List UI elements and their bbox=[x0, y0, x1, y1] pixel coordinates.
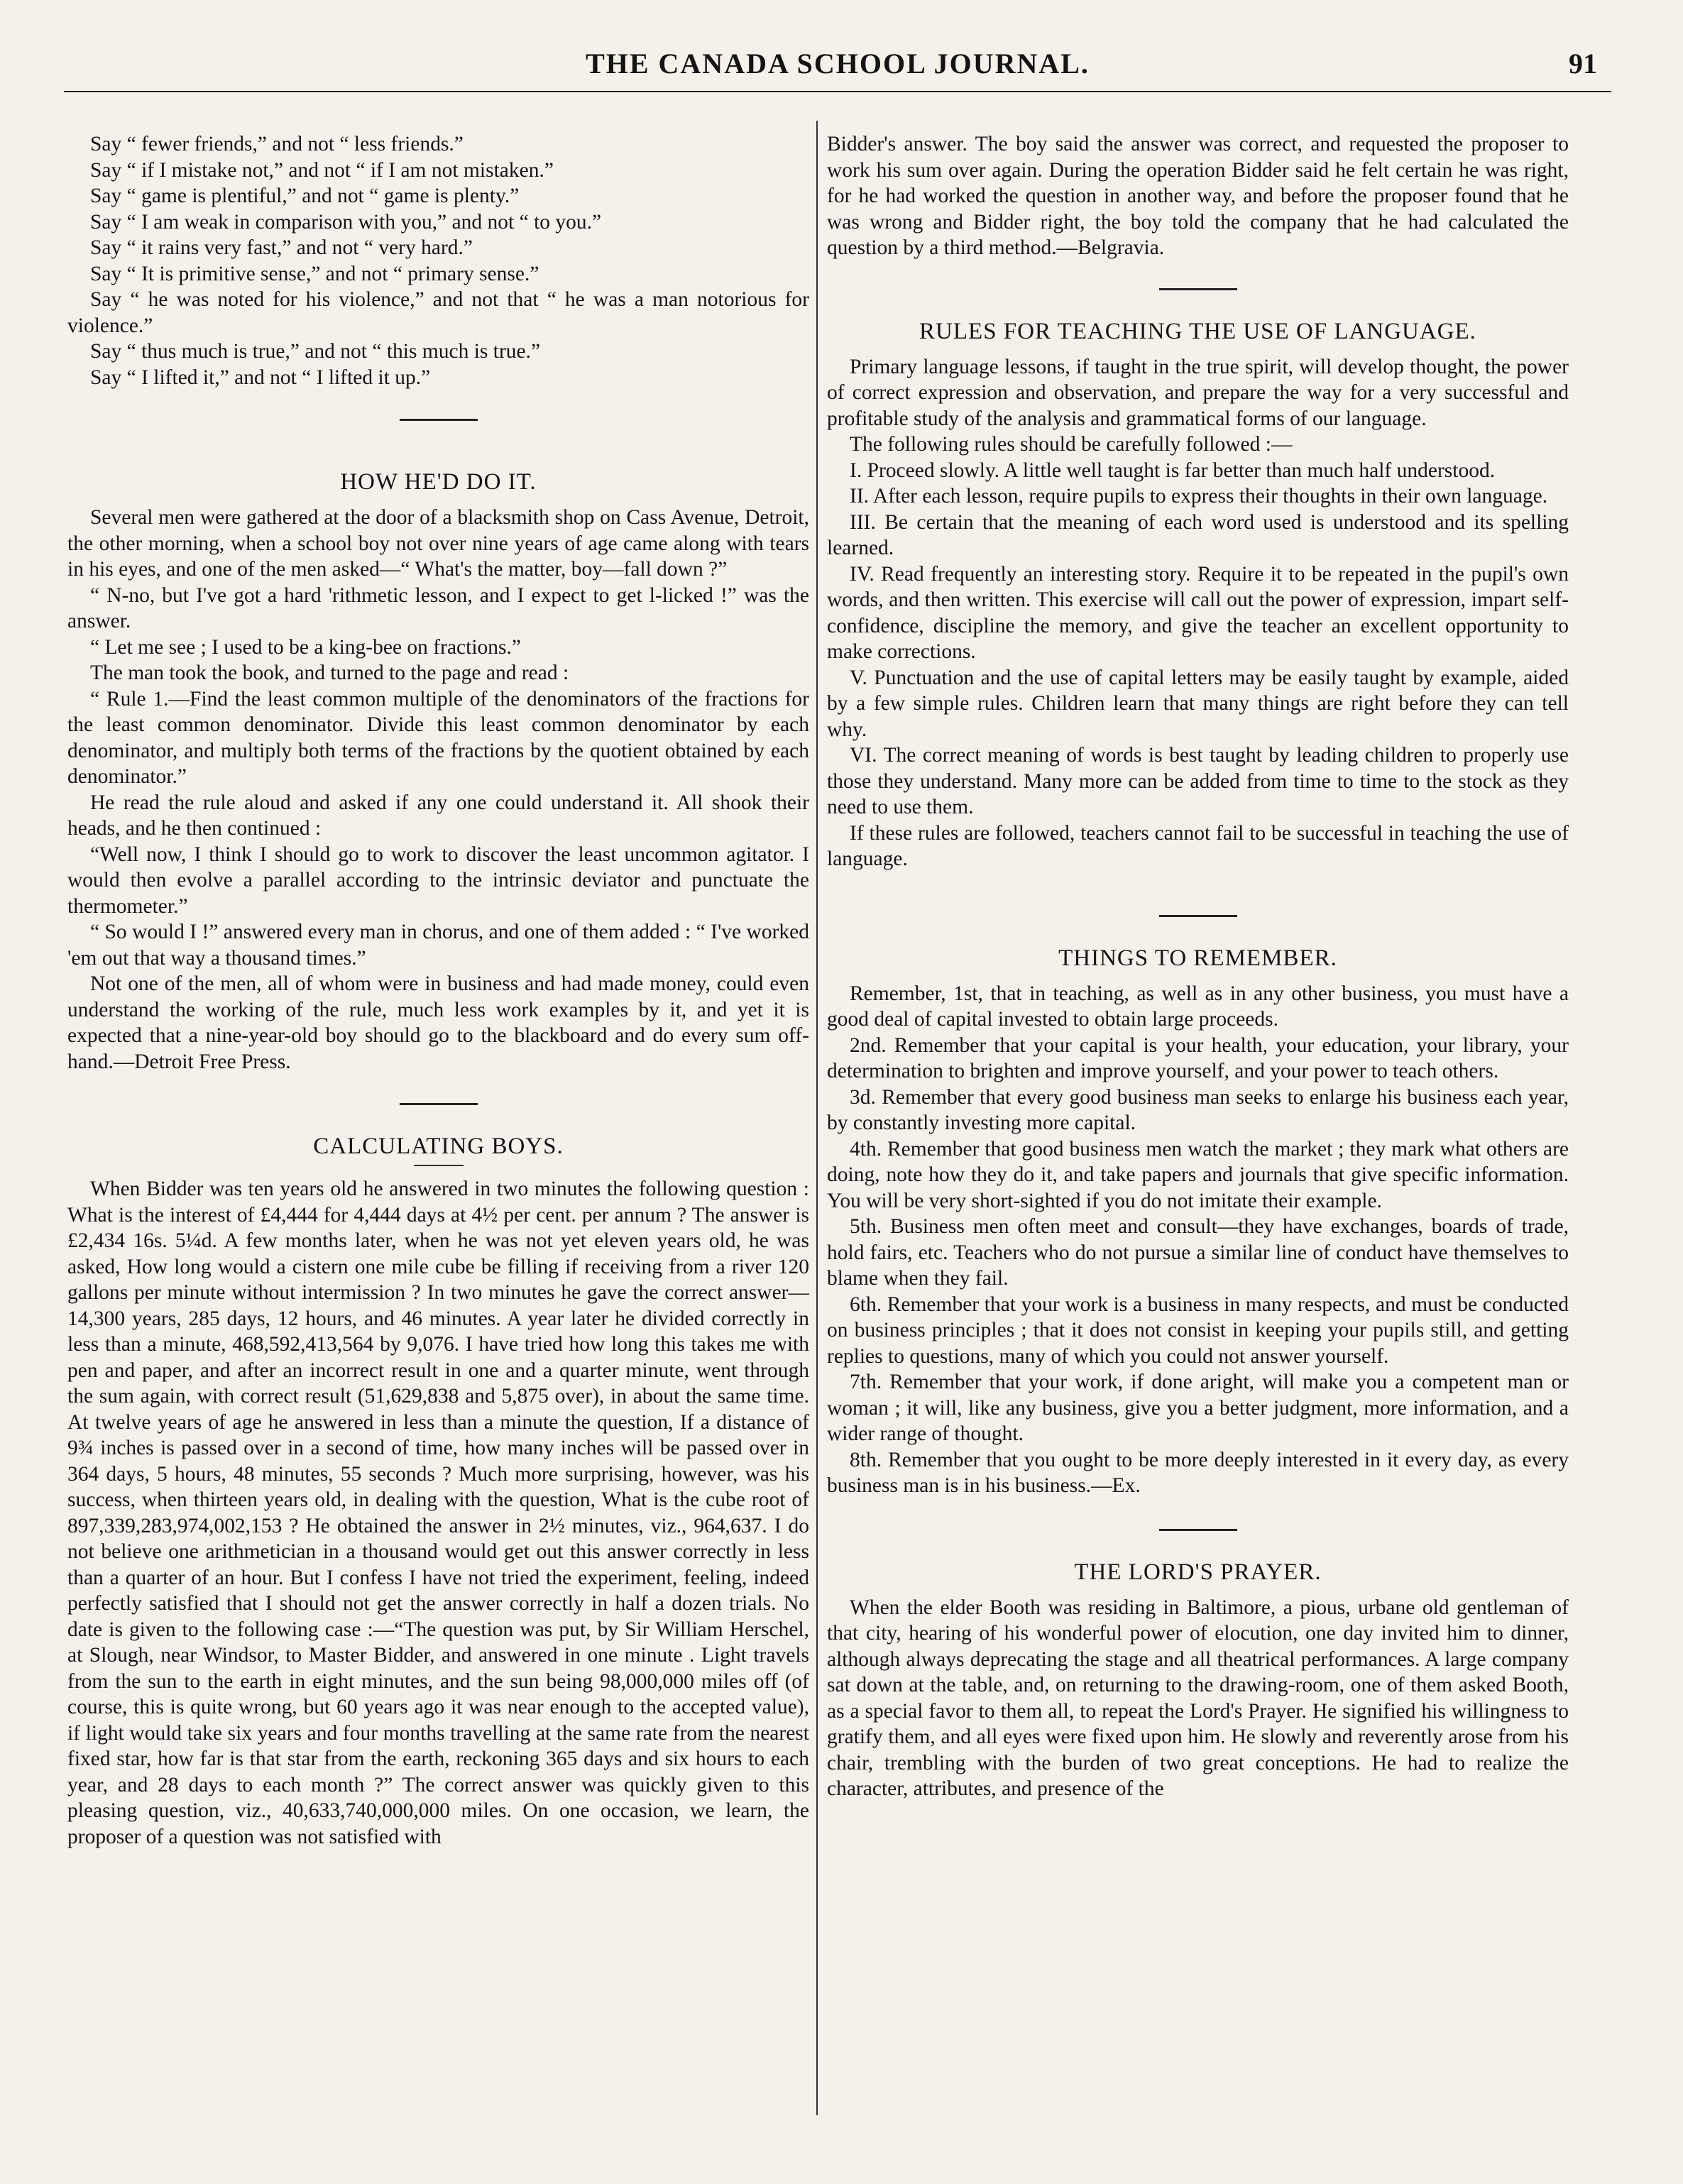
page-header bbox=[64, 41, 1611, 92]
paragraph: 5th. Business men often meet and consult—they have exchanges, boards of trade, hold fairs, etc. Teachers who do not pursue a similar line of conduct have themselves to blame when they fail. bbox=[827, 1215, 1569, 1290]
say-line: Say “ fewer friends,” and not “ less friends.” bbox=[90, 133, 464, 155]
paragraph: IV. Read frequently an interesting story. Require it to be repeated in the pupil's own words, and then written. This exercise will call out the power of expression, impart self-confidence, discipline the memory, and give the teacher an excellent opportunity to make corrections. bbox=[827, 562, 1569, 663]
article-title-things-to-remember: THINGS TO REMEMBER. bbox=[1058, 945, 1337, 971]
page-number: 91 bbox=[1569, 48, 1597, 79]
section-rule bbox=[1159, 915, 1237, 917]
say-line: Say “ game is plentiful,” and not “ game is plenty.” bbox=[90, 185, 520, 207]
title-rule bbox=[414, 1165, 464, 1166]
paragraph: “ N-no, but I've got a hard 'rithmetic lesson, and I expect to get l-licked !” was the answer. bbox=[67, 583, 809, 632]
right-column bbox=[827, 131, 1569, 1802]
say-line: Say “ he was noted for his violence,” and not that “ he was a man notorious for violence.” bbox=[67, 288, 809, 337]
section-rule bbox=[400, 1103, 478, 1105]
say-list bbox=[67, 131, 809, 390]
paragraph: 4th. Remember that good business men watch the market ; they mark what others are doing, note how they do it, and take papers and journals that give specific information. You will be very short-sighted if you do not imitate their example. bbox=[827, 1137, 1569, 1212]
paragraph: “ Let me see ; I used to be a king-bee on fractions.” bbox=[90, 635, 521, 659]
paragraph: III. Be certain that the meaning of each word used is understood and its spelling learned. bbox=[827, 510, 1569, 559]
paragraph: Several men were gathered at the door of a blacksmith shop on Cass Avenue, Detroit, the other morning, when a school boy not over nine years of age came along with tears in his eyes, and one of the men asked—“ What's the matter, boy—fall down ?” bbox=[67, 506, 809, 581]
section-rule bbox=[1159, 288, 1237, 290]
paragraph: 2nd. Remember that your capital is your health, your education, your library, your determination to brighten and improve yourself, and your power to teach others. bbox=[827, 1033, 1569, 1082]
paragraph: 7th. Remember that your work, if done aright, will make you a competent man or woman ; it will, like any business, give you a better judgment, more information, and a wider range of thought. bbox=[827, 1371, 1569, 1445]
say-line: Say “ it rains very fast,” and not “ very hard.” bbox=[90, 236, 473, 259]
say-line: Say “ It is primitive sense,” and not “ primary sense.” bbox=[90, 262, 539, 285]
paragraph: Not one of the men, all of whom were in business and had made money, could even understand the working of the rule, much less work examples by it, and yet it is expected that a nine-year-old boy should go to the blackboard and do every sum off-hand.—Detroit Free Press. bbox=[67, 972, 809, 1073]
say-line: Say “ I lifted it,” and not “ I lifted it up.” bbox=[90, 366, 431, 389]
paragraph: “Well now, I think I should go to work to discover the least uncommon agitator. I would then evolve a parallel according to the intrinsic deviator and punctuate the thermometer.” bbox=[67, 843, 809, 918]
say-line: Say “ I am weak in comparison with you,” and not “ to you.” bbox=[90, 210, 602, 234]
left-column bbox=[67, 131, 809, 1850]
article-how-hed-do-it bbox=[67, 505, 809, 1075]
section-rule bbox=[1159, 1529, 1237, 1531]
article-title-calculating-boys: CALCULATING BOYS. bbox=[313, 1134, 564, 1159]
paragraph: 8th. Remember that you ought to be more deeply interested in it every day, as every business man is in his business.—Ex. bbox=[827, 1448, 1569, 1497]
paragraph: I. Proceed slowly. A little well taught is far better than much half understood. bbox=[850, 459, 1496, 482]
paragraph: 6th. Remember that your work is a business in many respects, and must be conducted on business principles ; that it does not consist in keeping your pupils still, and getting replies to questions, many of which you could not answer yourself. bbox=[827, 1293, 1569, 1368]
paragraph: The following rules should be carefully followed :— bbox=[850, 433, 1293, 456]
paragraph: “ Rule 1.—Find the least common multiple of the denominators of the fractions for the least common denominator. Divide this least common denominator by each denominator, and multiply both terms of the fractions by the quotient obtained by each denominator.” bbox=[67, 687, 809, 788]
section-rule bbox=[400, 419, 478, 421]
paragraph: “ So would I !” answered every man in chorus, and one of them added : “ I've worked 'em out that way a thousand times.” bbox=[67, 921, 809, 970]
article-rules-language bbox=[827, 354, 1569, 872]
article-title-rules-language: RULES FOR TEACHING THE USE OF LANGUAGE. bbox=[919, 318, 1476, 344]
paragraph: When Bidder was ten years old he answered in two minutes the following question : What is the interest of £4,444 for 4,444 days at 4½ per cent. per annum ? The answer is £2,434 16s. 5¼d. A few months later, when he was not yet eleven years old, he was asked, How long would a cistern one mile cube be filling if receiving from a river 120 gallons per minute without intermission ? In two minutes he gave the correct answer—14,300 years, 285 days, 12 hours, and 46 minutes. A year later he divided correctly in less than a minute, 468,592,413,564 by 9,076. I have tried how long this takes me with pen and paper, and after an incorrect result in one and a quarter minute, went through the sum again, with correct result (51,629,838 and 5,875 over), in about the same time. At twelve years of age he answered in less than a minute the question, If a distance of 9¾ inches is passed over in a second of time, how many inches will be passed over in 364 days, 5 hours, 48 minutes, 55 seconds ? Much more surprising, however, was his success, when thirteen years old, in dealing with the question, What is the cube root of 897,339,283,974,002,153 ? He obtained the answer in 2½ minutes, viz., 964,637. I do not believe one arithmetician in a thousand would get out this answer correctly in less than a quarter of an hour. But I confess I have not tried the experiment, feeling, indeed perfectly satisfied that I should not get the answer correctly in half a dozen trials. No date is given to the following case :—“The question was put, by Sir William Herschel, at Slough, near Windsor, to Master Bidder, and answered in one minute . Light travels from the sun to the earth in eight minutes, and the sun being 98,000,000 miles off (of course, this is quite wrong, but 60 years ago it was near enough to the accepted value), if light would take six years and four months travelling at the same rate from the nearest fixed star, how far is that star from the earth, reckoning 365 days and six hours to each year, and 28 days to each month ?” The correct answer was quickly given to this pleasing question, viz., 40,633,740,000,000 miles. On one occasion, we learn, the proposer of a question was not satisfied with bbox=[67, 1178, 809, 1848]
article-title-lords-prayer: THE LORD'S PRAYER. bbox=[1074, 1559, 1322, 1585]
paragraph: 3d. Remember that every good business man seeks to enlarge his business each year, by constantly investing more capital. bbox=[827, 1085, 1569, 1134]
say-line: Say “ thus much is true,” and not “ this much is true.” bbox=[90, 340, 541, 363]
paragraph: Primary language lessons, if taught in the true spirit, will develop thought, the power of correct expression and observation, and prepare the way for a very successful and profitable study of the analysis and grammatical forms of our language. bbox=[827, 355, 1569, 430]
paragraph: Bidder's answer. The boy said the answer was correct, and requested the proposer to work his sum over again. During the operation Bidder said he felt certain he was right, for he had worked the question in another way, and before the proposer found that he was wrong and Bidder right, the boy told the company that he had calculated the question by a third method.—Belgravia. bbox=[827, 133, 1569, 259]
paragraph: When the elder Booth was residing in Baltimore, a pious, urbane old gentleman of that city, hearing of his wonderful power of elocution, one day invited him to dinner, although always deprecating the stage and all theatrical performances. A large company sat down at the table, and, on returning to the drawing-room, one of them asked Booth, as a special favor to them all, to repeat the Lord's Prayer. He signified his willingness to gratify them, and all eyes were fixed upon him. He slowly and reverently arose from his chair, trembling with the burden of two great conceptions. He had to realize the character, attributes, and presence of the bbox=[827, 1596, 1569, 1800]
say-line: Say “ if I mistake not,” and not “ if I am not mistaken.” bbox=[90, 158, 554, 182]
paragraph: He read the rule aloud and asked if any one could understand it. All shook their heads, and he then continued : bbox=[67, 791, 809, 840]
paragraph: VI. The correct meaning of words is best taught by leading children to properly use those they understand. Many more can be added from time to time to the stock as they need to use them. bbox=[827, 744, 1569, 818]
paragraph: If these rules are followed, teachers cannot fail to be successful in teaching the use of language. bbox=[827, 821, 1569, 870]
paragraph: V. Punctuation and the use of capital letters may be easily taught by example, aided by a few simple rules. Children learn that many things are right before they can tell why. bbox=[827, 666, 1569, 741]
journal-title: THE CANADA SCHOOL JOURNAL. bbox=[586, 48, 1090, 79]
paragraph: Remember, 1st, that in teaching, as well as in any other business, you must have a good deal of capital invested to obtain large proceeds. bbox=[827, 982, 1569, 1031]
column-divider bbox=[816, 121, 818, 2115]
article-things-to-remember bbox=[827, 981, 1569, 1499]
paragraph: The man took the book, and turned to the page and read : bbox=[90, 662, 569, 684]
article-title-how-hed-do-it: HOW HE'D DO IT. bbox=[340, 469, 537, 495]
paragraph: II. After each lesson, require pupils to express their thoughts in their own language. bbox=[850, 485, 1548, 507]
